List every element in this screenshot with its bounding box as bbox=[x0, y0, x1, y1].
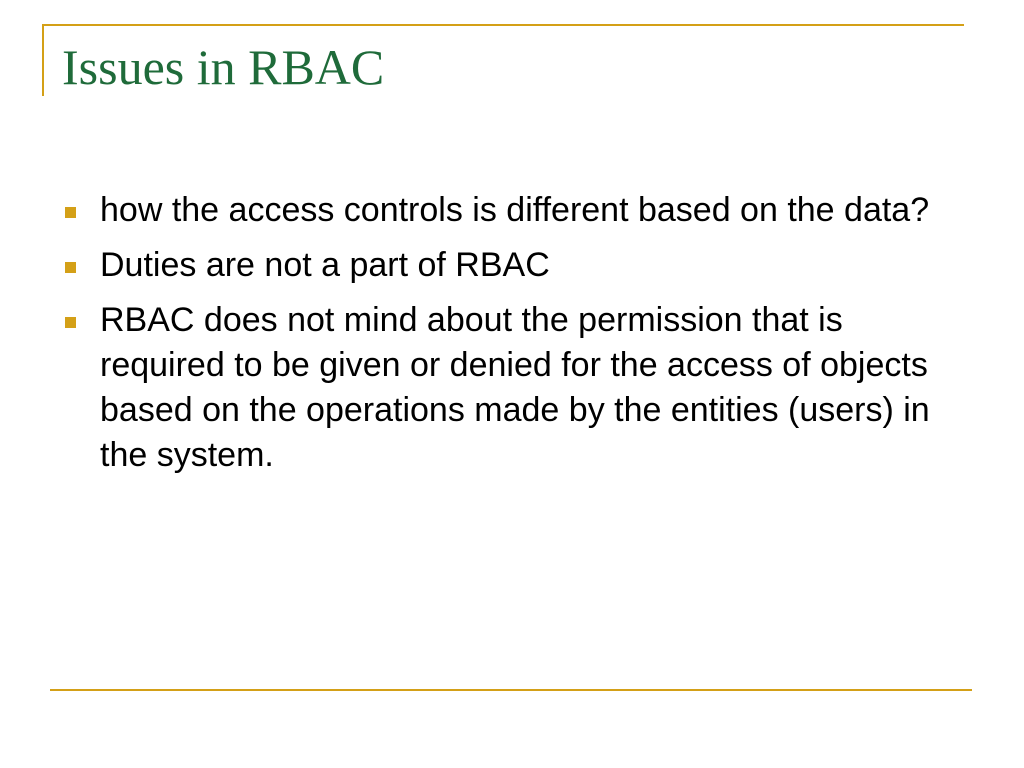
slide-title: Issues in RBAC bbox=[62, 39, 385, 95]
bottom-accent-line bbox=[50, 689, 972, 691]
left-accent-line bbox=[42, 24, 44, 96]
bullet-text: RBAC does not mind about the permission that is required to be given or denied for the access of objects based on the operations made by the entities (users) in the system. bbox=[100, 301, 930, 474]
bullet-item bbox=[62, 188, 962, 233]
top-accent-line bbox=[42, 24, 964, 26]
square-bullet-icon bbox=[65, 317, 76, 328]
bullet-item bbox=[62, 298, 962, 478]
bullet-text: Duties are not a part of RBAC bbox=[100, 246, 550, 284]
bullet-list bbox=[62, 188, 962, 488]
square-bullet-icon bbox=[65, 207, 76, 218]
square-bullet-icon bbox=[65, 262, 76, 273]
bullet-text: how the access controls is different based on the data? bbox=[100, 191, 930, 229]
bullet-item bbox=[62, 243, 962, 288]
